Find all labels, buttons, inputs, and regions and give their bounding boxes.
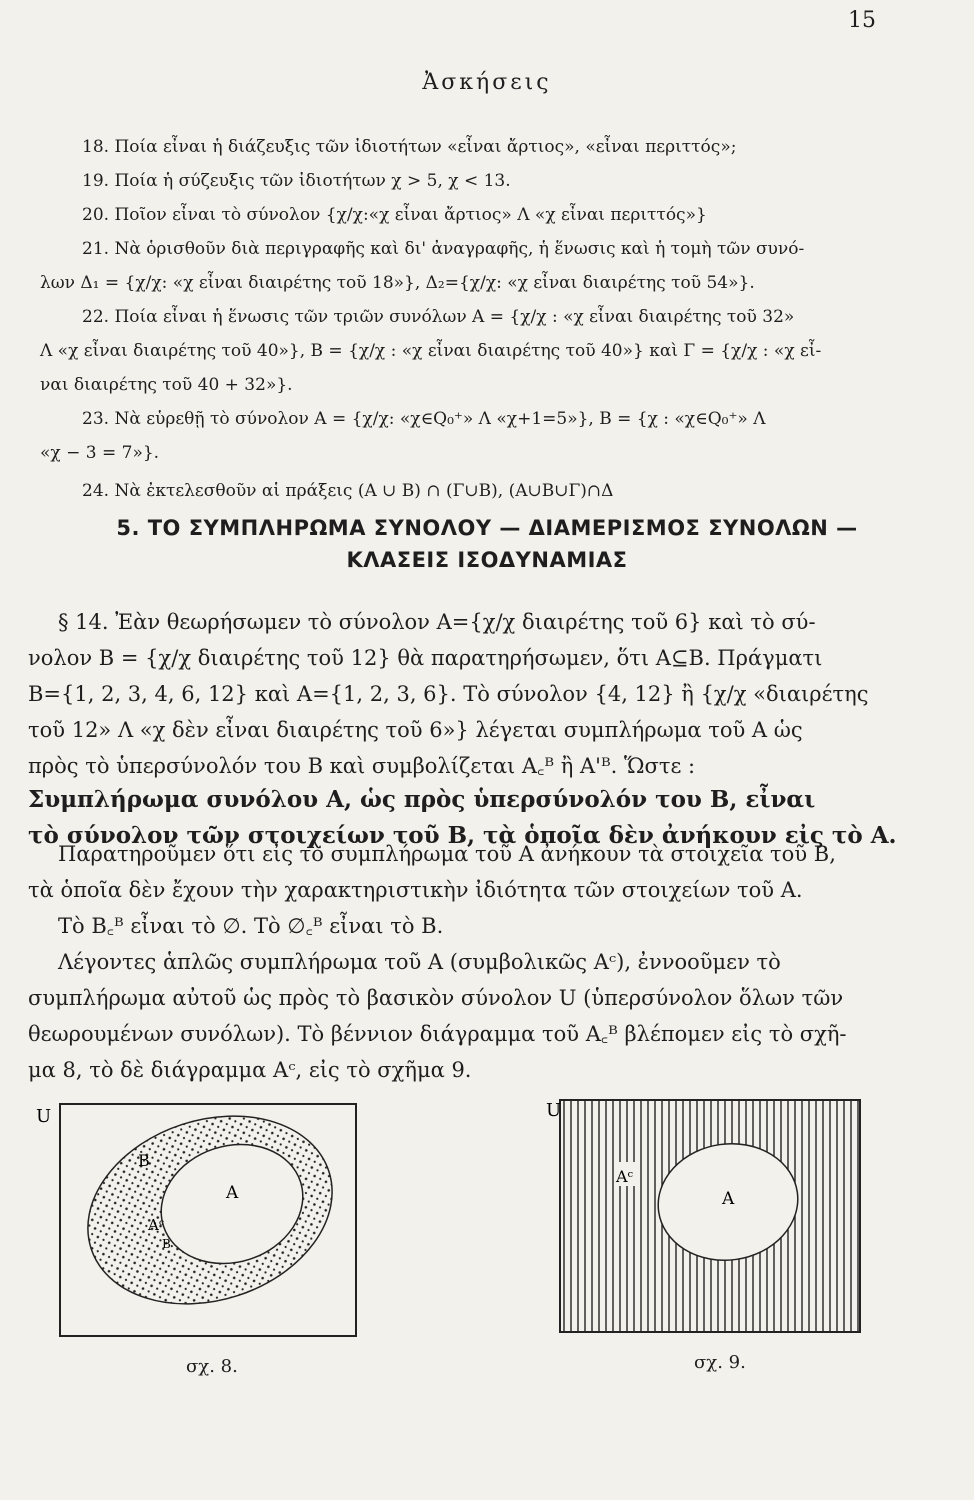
exercise-23: 23. Νὰ εὑρεθῇ τὸ σύνολον Α = {χ/χ: «χ∈Q₀⁺» Λ «χ+1=5»}, Β = {χ : «χ∈Q₀⁺» Λ «χ − 3 = 7»}.	[40, 409, 766, 463]
section-heading: 5. ΤΟ ΣΥΜΠΛΗΡΩΜΑ ΣΥΝΟΛΟΥ — ΔΙΑΜΕΡΙΣΜΟΣ ΣΥΝΟΛΩΝ — ΚΛΑΣΕΙΣ ΙΣΟΔΥΝΑΜΙΑΣ	[116, 516, 858, 572]
exercise-24: 24. Νὰ ἐκτελεσθοῦν αἱ πράξεις (Α ∪ Β) ∩ (Γ∪Β), (Α∪Β∪Γ)∩Δ	[82, 481, 614, 501]
exercise-19: 19. Ποία ἡ σύζευξις τῶν ἰδιοτήτων χ > 5, χ < 13.	[82, 171, 511, 191]
figure-9-caption: σχ. 9.	[694, 1352, 746, 1373]
exercise-list	[40, 130, 900, 508]
paragraph-14: § 14. Ἐὰν θεωρήσωμεν τὸ σύνολον Α={χ/χ διαιρέτης τοῦ 6} καὶ τὸ σύ- νολον Β = {χ/χ διαιρέτης τοῦ 12} θὰ παρατηρήσωμεν, ὅτι Α⊆Β. Πράγματι Β={1, 2, 3, 4, 6, 12} καὶ Α={1, 2, 3, 6}. Τὸ σύνολον {4, 12} ἢ {χ/χ «διαιρέτης τοῦ 12» Λ «χ δὲν εἶναι διαιρέτης τοῦ 6»} λέγεται συμπλήρωμα τοῦ Α ὡς πρὸς τὸ ὑπερσύνολόν του Β καὶ συμβολίζεται Α꜀ᴮ ἢ Α'ᴮ. Ὥστε :	[28, 610, 869, 778]
figure-8-caption: σχ. 8.	[186, 1356, 238, 1377]
a-label: A	[722, 1189, 735, 1209]
figure-8	[30, 1100, 370, 1340]
b-sub-label: B	[162, 1237, 171, 1251]
definition: Συμπλήρωμα συνόλου Α, ὡς πρὸς ὑπερσύνολόν του Β, εἶναι τὸ σύνολον τῶν στοιχείων τοῦ Β, τὰ ὁποῖα δὲν ἀνήκουν εἰς τὸ Α.	[28, 786, 897, 849]
exercise-21: 21. Νὰ ὁρισθοῦν διὰ περιγραφῆς καὶ δι' ἀναγραφῆς, ἡ ἕνωσις καὶ ἡ τομὴ τῶν συνό- λων Δ₁ = {χ/χ: «χ εἶναι διαιρέτης τοῦ 18»}, Δ₂={χ/χ: «χ εἶναι διαιρέτης τοῦ 54»}.	[40, 239, 805, 293]
page-number: 15	[848, 8, 876, 33]
exercise-18: 18. Ποία εἶναι ἡ διάζευξις τῶν ἰδιοτήτων «εἶναι ἄρτιος», «εἶναι περιττός»;	[82, 137, 737, 157]
explanation: Παρατηροῦμεν ὅτι εἰς τὸ συμπλήρωμα τοῦ Α ἀνήκουν τὰ στοιχεῖα τοῦ Β, τὰ ὁποῖα δὲν ἔχουν τὴν χαρακτηριστικὴν ἰδιότητα τῶν στοιχείων τοῦ Α. Τὸ Β꜀ᴮ εἶναι τὸ ∅. Τὸ ∅꜀ᴮ εἶναι τὸ Β. Λέγοντες ἁπλῶς συμπλήρωμα τοῦ Α (συμβολικῶς Αᶜ), ἐννοοῦμεν τὸ συμπλήρωμα αὐτοῦ ὡς πρὸς τὸ βασικὸν σύνολον U (ὑπερσύνολον ὅλων τῶν θεωρουμένων συνόλων). Τὸ βέννιον διάγραμμα τοῦ Α꜀ᴮ βλέπομεν εἰς τὸ σχῆ- μα 8, τὸ δὲ διάγραμμα Αᶜ, εἰς τὸ σχῆμα 9.	[28, 842, 847, 1082]
b-label: B	[138, 1151, 150, 1170]
exercise-22: 22. Ποία εἶναι ἡ ἕνωσις τῶν τριῶν συνόλων Α = {χ/χ : «χ εἶναι διαιρέτης τοῦ 32» Λ «χ εἶναι διαιρέτης τοῦ 40»}, Β = {χ/χ : «χ εἶναι διαιρέτης τοῦ 40»} καὶ Γ = {χ/χ : «χ εἶ- ναι διαιρέτης τοῦ 40 + 32»}.	[40, 307, 822, 395]
u-label: U	[36, 1106, 52, 1127]
u-label: U	[546, 1100, 562, 1121]
a-label: A	[226, 1183, 239, 1203]
ac-label: Aᶜ	[616, 1167, 634, 1186]
exercise-20: 20. Ποῖον εἶναι τὸ σύνολον {χ/χ:«χ εἶναι ἄρτιος» Λ «χ εἶναι περιττός»}	[82, 205, 707, 225]
ac-label: Aᶜ	[148, 1216, 165, 1234]
figure-9	[540, 1096, 880, 1336]
exercises-title: Ἀσκήσεις	[422, 70, 552, 95]
